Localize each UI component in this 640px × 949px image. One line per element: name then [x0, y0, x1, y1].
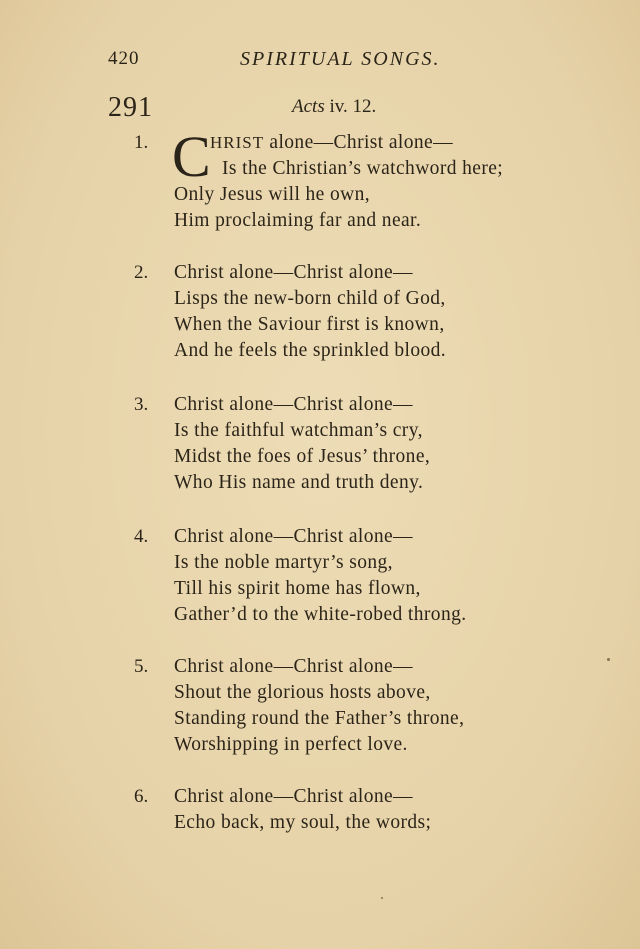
verse-line: Is the noble martyr’s song, — [174, 552, 393, 573]
verse-line: Midst the foes of Jesus’ throne, — [174, 446, 431, 467]
hymn-heading — [0, 92, 640, 126]
verse-line: When the Saviour first is known, — [174, 314, 445, 335]
stanza-number: 4. — [134, 526, 149, 547]
stanza-number: 3. — [134, 394, 149, 415]
verse-line: Is the faithful watchman’s cry, — [174, 420, 423, 441]
stanza-number: 5. — [134, 656, 149, 677]
stanza-number: 2. — [134, 262, 149, 283]
verse-line: Shout the glorious hosts above, — [174, 682, 431, 703]
verse-line: Worshipping in perfect love. — [174, 734, 408, 755]
verse-line: Christ alone—Christ alone— — [174, 656, 413, 677]
stanza-number: 1. — [134, 132, 149, 153]
verse-line: Gather’d to the white-robed throng. — [174, 604, 467, 625]
verse-line: Till his spirit home has flown, — [174, 578, 421, 599]
verse-line: Christ alone—Christ alone— — [174, 786, 413, 807]
verse-line — [210, 132, 453, 158]
verse-line: Is the Christian’s watchword here; — [222, 158, 504, 179]
drop-cap: C — [172, 124, 211, 189]
verse-line: Lisps the new-born child of God, — [174, 288, 446, 309]
verse-line: Standing round the Father’s throne, — [174, 708, 465, 729]
verse-line: Him proclaiming far and near. — [174, 210, 422, 231]
scripture-book: Acts — [292, 96, 325, 117]
verse-line: And he feels the sprinkled blood. — [174, 340, 447, 361]
paper-speck — [381, 897, 383, 899]
hymn-number: 291 — [108, 92, 153, 123]
scripture-chapter-verse: iv. 12. — [329, 96, 377, 117]
first-line-rest: alone—Christ alone— — [264, 132, 454, 153]
page-number: 420 — [108, 48, 140, 69]
verse-line: Echo back, my soul, the words; — [174, 812, 432, 833]
stanza-number: 6. — [134, 786, 149, 807]
verse-line: Christ alone—Christ alone— — [174, 526, 413, 547]
page-header — [0, 48, 640, 78]
scripture-reference — [292, 96, 376, 118]
verse-line: Who His name and truth deny. — [174, 472, 424, 493]
running-title: SPIRITUAL SONGS. — [240, 48, 441, 70]
verse-line: Christ alone—Christ alone— — [174, 262, 413, 283]
paper-speck — [607, 658, 610, 661]
first-word-smallcaps: HRIST — [210, 133, 265, 152]
verse-line: Only Jesus will he own, — [174, 184, 371, 205]
verse-line: Christ alone—Christ alone— — [174, 394, 413, 415]
